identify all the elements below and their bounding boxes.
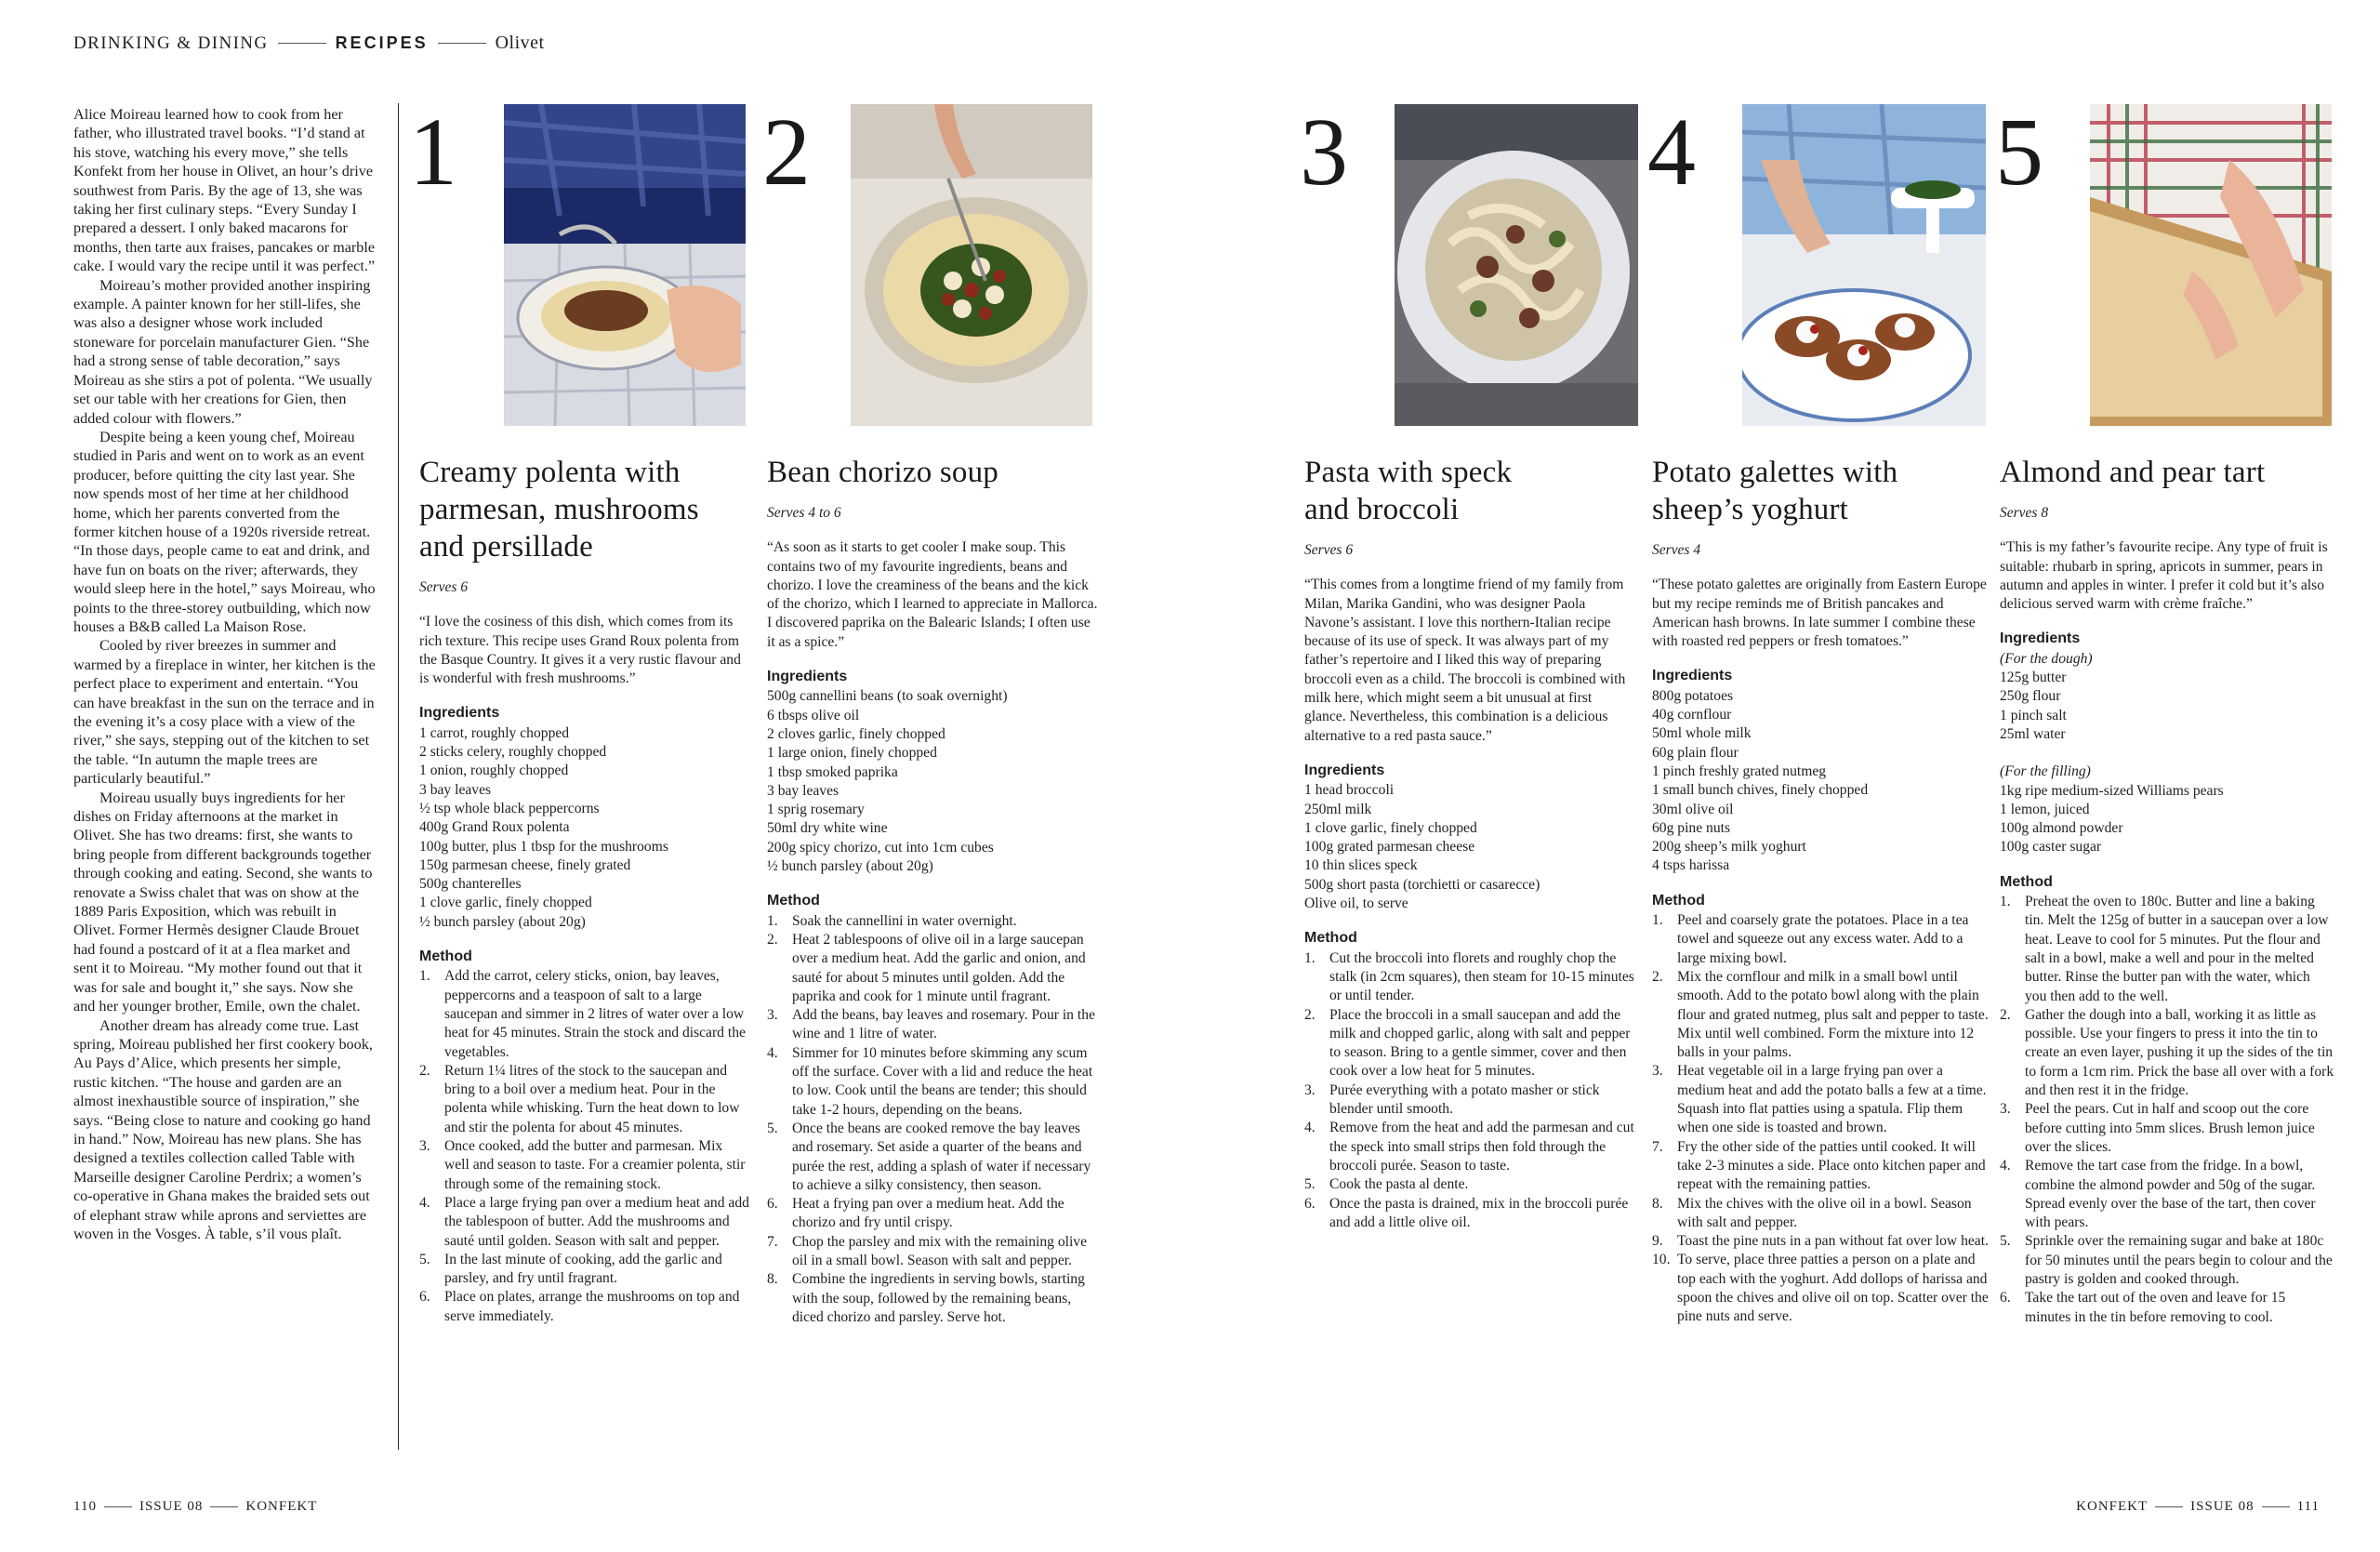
folio-left <box>73 1499 317 1515</box>
serves-label: Serves 6 <box>1304 542 1354 558</box>
recipe-title-line: and persillade <box>419 530 593 564</box>
ingredient: 100g almond powder <box>2000 820 2123 837</box>
step-number: 1. <box>1652 912 1663 929</box>
ingredient: 50ml whole milk <box>1652 725 1752 742</box>
column-divider <box>398 103 399 1450</box>
ingredient: 500g cannellini beans (to soak overnight) <box>767 688 1008 705</box>
recipe-title-line: parmesan, mushrooms <box>419 493 699 526</box>
ingredient: 6 tbsps olive oil <box>767 707 860 723</box>
recipe-title <box>767 454 1098 491</box>
method-step: Once cooked, add the butter and parmesan. Mix well and season to taste. For a creamier polenta, stir through some of the remaining stock. <box>444 1138 746 1192</box>
step-text: Heat vegetable oil in a large frying pan over a medium heat and add the potato balls a few at a time. Squash into flat patties using a spatula. Flip them when one side is toasted and brown. <box>1677 1063 1987 1136</box>
recipe-number: 2 <box>762 99 811 206</box>
ingredients-list <box>419 724 750 932</box>
method-step: Once the beans are cooked remove the bay leaves and rosemary. Set aside a quarter of the beans and purée the rest, adding a splash of water if necessary to achieve a silky consistency, then season. <box>792 1120 1091 1193</box>
serves-label: Serves 8 <box>2000 505 2049 521</box>
ingredient: 1kg ripe medium-sized Williams pears <box>2000 782 2224 799</box>
divider <box>2155 1506 2183 1507</box>
ingredient: 250ml milk <box>1304 801 1372 817</box>
method-step: Place on plates, arrange the mushrooms on top and serve immediately. <box>444 1289 740 1324</box>
ingredient: 2 sticks celery, roughly chopped <box>419 744 607 761</box>
ingredient: 400g Grand Roux polenta <box>419 819 570 836</box>
step-text: Peel and coarsely grate the potatoes. Place in a tea towel and squeeze out any excess water. Add to a large mixing bowl. <box>1677 912 1969 966</box>
issue-label: ISSUE 08 <box>2190 1499 2254 1514</box>
ingredient: 200g sheep’s milk yoghurt <box>1652 839 1806 856</box>
method-step: Purée everything with a potato masher or stick blender until smooth. <box>1329 1081 1600 1118</box>
method-step: Gather the dough into a ball, working it as little as possible. Use your fingers to press it into the tin to create an even layer, pushing it up the sides of the tin to form a 1cm rim. Prick the base all over with a fork and then rest it in the fridge. <box>2025 1006 2334 1099</box>
ingredient: 200g spicy chorizo, cut into 1cm cubes <box>767 839 994 856</box>
method-step: Place a large frying pan over a medium heat and add the tablespoon of butter. Add the mushrooms and sauté until golden. Season with salt and pepper. <box>444 1194 749 1249</box>
ingredient: 4 tsps harissa <box>1652 857 1730 874</box>
recipe-title-line: Bean chorizo soup <box>767 456 998 489</box>
method-step: Chop the parsley and mix with the remaining olive oil in a small bowl. Season with salt and pepper. <box>792 1233 1088 1268</box>
bean-soup-photo <box>851 104 1092 426</box>
ingredient: 10 thin slices speck <box>1304 857 1418 874</box>
ingredient: 500g chanterelles <box>419 876 522 893</box>
ingredient: 1 lemon, juiced <box>2000 801 2090 817</box>
method-step: Cook the pasta al dente. <box>1329 1176 1469 1193</box>
spacer <box>2000 744 2334 763</box>
ingredient: 60g pine nuts <box>1652 819 1731 836</box>
step-number: 3. <box>1652 1063 1663 1080</box>
polenta-photo <box>504 104 746 426</box>
ingredient: 50ml dry white wine <box>767 820 888 837</box>
method-step: Sprinkle over the remaining sugar and bake at 180c for 50 minutes until the pears begin to colour and the pastry is golden and cooked through. <box>2025 1233 2333 1287</box>
recipe-title <box>1304 454 1635 528</box>
intro-paragraph: Moireau usually buys ingredients for her dishes on Friday afternoons at the market in Olivet. She has two dreams: first, she wants to bring people from different backgrounds together through cooking and eating. Second, she wants to renovate a Swiss chalet that was on show at the 1889 Paris Exposition, which was rebuilt in Olivet. Former Hermès designer Claude Brouet had found a postcard of it at a flea market and sent it to Moireau. “My mother found out that it was for sale and bought it,” she says. Now she and her younger brother, Emile, own the chalet. <box>73 789 373 1015</box>
step-number: 10. <box>1652 1252 1671 1268</box>
step-text: Toast the pine nuts in a pan without fat over low heat. <box>1677 1233 1989 1250</box>
step-number: 2. <box>1652 968 1663 985</box>
method-step: Combine the ingredients in serving bowls, starting with the soup, followed by the remaining beans, diced chorizo and parsley. Serve hot. <box>792 1271 1085 1325</box>
ingredient: 60g plain flour <box>1652 744 1739 761</box>
ingredient: 1 tbsp smoked paprika <box>767 763 898 780</box>
method-step: In the last minute of cooking, add the garlic and parsley, and fry until fragrant. <box>444 1251 722 1287</box>
brand-label: KONFEKT <box>245 1499 318 1514</box>
ingredients-list <box>767 687 1098 876</box>
method-step: Peel the pears. Cut in half and scoop out the core before cutting into 5mm slices. Brush lemon juice over the slices. <box>2025 1101 2315 1155</box>
ingredient: 1 pinch freshly grated nutmeg <box>1652 763 1827 779</box>
method-step <box>1652 1251 1989 1326</box>
recipe-quote: “As soon as it starts to get cooler I make soup. This contains two of my favourite ingredients, beans and chorizo. I love the creaminess of the beans and the kick of the chorizo, which I learned to appreciate in Mallorca. I discovered paprika on the Balearic Islands; I often use it as a spice.” <box>767 539 1098 650</box>
recipe-quote: “This is my father’s favourite recipe. Any type of fruit is suitable: rhubarb in spring, apricots in summer, pears in autumn and apples in winter. I prefer it cold but it’s also delicious served warm with crème fraîche.” <box>2000 539 2328 613</box>
method-heading: Method <box>419 948 472 965</box>
step-text: Mix the cornflour and milk in a small bowl until smooth. Add to the potato bowl along with the plain flour and grated nutmeg, plus salt and pepper to taste. Mix until well combined. Form the mixture into 12 balls in your palms. <box>1677 968 1989 1061</box>
ingredients-heading: Ingredients <box>1652 668 1733 684</box>
page-number: 110 <box>73 1499 97 1514</box>
method-step: Take the tart out of the oven and leave for 15 minutes in the tin before removing to cool. <box>2025 1290 2286 1325</box>
recipe-title-line: and broccoli <box>1304 493 1460 526</box>
ingredients-heading: Ingredients <box>2000 630 2081 647</box>
divider <box>210 1506 238 1507</box>
method-step: Add the beans, bay leaves and rosemary. Pour in the wine and 1 litre of water. <box>792 1007 1095 1042</box>
method-step <box>1652 1232 1989 1251</box>
method-step: Soak the cannellini in water overnight. <box>792 912 1017 929</box>
ingredient: ½ bunch parsley (about 20g) <box>767 858 933 875</box>
recipe-2 <box>767 454 1098 1327</box>
ingredient: 1 head broccoli <box>1304 782 1395 799</box>
method-step: Add the carrot, celery sticks, onion, bay leaves, peppercorns and a teaspoon of salt to a large saucepan and simmer in 2 litres of water over a low heat for 45 minutes. Strain the stock and discard the vegetables. <box>444 968 746 1060</box>
intro-paragraph: Despite being a keen young chef, Moireau studied in Paris and went on to work as an event producer, before quitting the city last year. She now spends most of her time at her childhood home, which her parents converted from the former kitchen house of a 1920s riverside retreat. “In those days, people came to eat and drink, and have fun on boats on the river; afterwards, they would sleep here in the hotel,” says Moireau, who points to the three-storey outbuilding, which now houses a B&B called La Maison Rose. <box>73 428 376 635</box>
recipe-1 <box>419 454 750 1326</box>
recipe-title-line: Creamy polenta with <box>419 456 681 489</box>
intro-paragraph: Moireau’s mother provided another inspiring example. A painter known for her still-lifes, she was also a designer whose work included stoneware for porcelain manufacturer Gien. “She had a strong sense of table decoration,” says Moireau as she stirs a pot of polenta. “We usually set our table with her creations for Gien, then added colour with flowers.” <box>73 276 373 427</box>
serves-label: Serves 4 to 6 <box>767 505 841 521</box>
ingredient: 25ml water <box>2000 725 2066 742</box>
ingredient: 500g short pasta (torchietti or casarecce) <box>1304 876 1540 893</box>
step-text: Fry the other side of the patties until cooked. It will take 2-3 minutes a side. Place onto kitchen paper and repeat with the remaining patties. <box>1677 1138 1986 1193</box>
ingredient: 2 cloves garlic, finely chopped <box>767 725 945 742</box>
galettes-photo <box>1742 104 1986 426</box>
method-heading: Method <box>1304 930 1357 947</box>
filling-label: (For the filling) <box>2000 763 2091 780</box>
recipe-number: 3 <box>1300 99 1348 206</box>
ingredient: 1 clove garlic, finely chopped <box>1304 819 1477 836</box>
ingredient: 1 large onion, finely chopped <box>767 745 937 762</box>
brand-label: KONFEKT <box>2076 1499 2149 1514</box>
section-label: DRINKING & DINING <box>73 33 269 53</box>
recipe-title-line: Pasta with speck <box>1304 456 1513 489</box>
method-step <box>1652 911 1989 968</box>
ingredient: 1 onion, roughly chopped <box>419 763 569 779</box>
step-number: 7. <box>1652 1138 1663 1155</box>
recipe-number: 1 <box>409 99 457 206</box>
step-text: To serve, place three patties a person on a plate and top each with the yoghurt. Add dollops of harissa and spoon the chives and olive oil on top. Scatter over the pine nuts and serve. <box>1677 1252 1989 1325</box>
ingredients-heading: Ingredients <box>419 705 500 722</box>
method-step: Return 1¼ litres of the stock to the saucepan and bring to a boil over a medium heat. Pour in the polenta while whisking. Turn the heat down to low and stir the polenta for about 45 minutes. <box>444 1062 740 1135</box>
folio-right <box>2076 1499 2320 1515</box>
serves-label: Serves 4 <box>1652 542 1701 558</box>
page-number: 111 <box>2296 1499 2320 1514</box>
recipe-title-line: Potato galettes with <box>1652 456 1898 489</box>
step-number: 8. <box>1652 1195 1663 1212</box>
ingredient: 3 bay leaves <box>767 782 840 799</box>
ingredient: 100g butter, plus 1 tbsp for the mushrooms <box>419 838 668 855</box>
ingredients-list <box>1652 687 1989 876</box>
divider <box>104 1506 132 1507</box>
masthead <box>73 33 545 54</box>
method-heading: Method <box>2000 873 2053 890</box>
method-list <box>2000 893 2334 1327</box>
ingredient: 250g flour <box>2000 688 2061 705</box>
divider <box>278 43 326 44</box>
method-step: Once the pasta is drained, mix in the broccoli purée and add a little olive oil. <box>1329 1195 1629 1230</box>
recipe-title <box>1652 454 1989 528</box>
method-step <box>1652 1062 1989 1137</box>
ingredient: 1 small bunch chives, finely chopped <box>1652 782 1869 799</box>
method-list <box>1304 949 1635 1232</box>
recipe-quote: “These potato galettes are originally from Eastern Europe but my recipe reminds me of British pancakes and American hash browns. In late summer I combine these with roasted red peppers or fresh tomatoes.” <box>1652 577 1987 650</box>
method-step: Place the broccoli in a small saucepan and add the milk and chopped garlic, along with salt and pepper to season. Bring to a gentle simmer, cover and then cook over a low heat for 5 minutes. <box>1329 1006 1631 1080</box>
recipe-title-line: sheep’s yoghurt <box>1652 493 1849 526</box>
method-step: Remove the tart case from the fridge. In a bowl, combine the almond powder and 50g of the sugar. Spread evenly over the base of the tart, then cover with pears. <box>2025 1158 2316 1231</box>
issue-label: ISSUE 08 <box>139 1499 204 1514</box>
divider <box>2262 1506 2290 1507</box>
method-step: Cut the broccoli into florets and roughly chop the stalk (in 2cm squares), then steam for 10-15 minutes or until tender. <box>1329 949 1634 1004</box>
recipe-5 <box>2000 454 2334 1327</box>
method-list <box>767 912 1098 1328</box>
step-number: 9. <box>1652 1233 1663 1250</box>
method-list <box>1652 911 1989 1327</box>
ingredient: 40g cornflour <box>1652 707 1732 723</box>
method-step <box>1652 1195 1989 1233</box>
ingredients-list <box>1304 781 1635 913</box>
place-label: Olivet <box>495 33 545 53</box>
method-step: Heat a frying pan over a medium heat. Add the chorizo and fry until crispy. <box>792 1196 1064 1231</box>
method-step: Heat 2 tablespoons of olive oil in a large saucepan over a medium heat. Add the garlic and onion, and sauté for about 5 minutes until golden. Add the paprika and cook for 1 minute until fragrant. <box>792 931 1086 1004</box>
ingredient: ½ tsp whole black peppercorns <box>419 800 600 816</box>
ingredient: 1 carrot, roughly chopped <box>419 724 570 741</box>
intro-paragraph: Another dream has already come true. Last spring, Moireau published her first cookery book, Au Pays d’Alice, which presents her simple, rustic kitchen. “The house and garden are an almost inexhaustible source of inspiration,” she says. “Being close to nature and cooking go hand in hand.” Now, Moireau has new plans. She has designed a textiles collection called Table with Marseille designer Caroline Perdrix; a women’s co-operative in Ghana makes the braided sets out of elephant straw while aprons and serviettes are woven in the Vosges. À table, s’il vous plaît. <box>73 1016 373 1242</box>
recipe-4 <box>1652 454 1989 1327</box>
ingredient: 30ml olive oil <box>1652 801 1734 817</box>
subsection-label: RECIPES <box>335 33 429 52</box>
method-step: Preheat the oven to 180c. Butter and line a baking tin. Melt the 125g of butter in a saucepan over a low heat. Leave to cool for 5 minutes. Put the flour and salt in a bowl, make a well and pour in the melted butter. Rinse the butter pan with the water, which you then add to the well. <box>2025 894 2329 1004</box>
ingredient: 100g caster sugar <box>2000 839 2102 856</box>
recipe-quote: “This comes from a longtime friend of my family from Milan, Marika Gandini, who was designer Paola Navone’s assistant. I love this northern-Italian recipe because of its use of speck. It was always part of my father’s repertoire and I liked this way of preparing broccoli even as a child. The broccoli is combined with milk here, which might seem a bit unusual at first glance. Nevertheless, this combination is a delicious alternative to a red pasta sauce.” <box>1304 577 1626 744</box>
method-heading: Method <box>1652 892 1705 909</box>
serves-label: Serves 6 <box>419 579 469 595</box>
ingredient: 125g butter <box>2000 670 2067 686</box>
recipe-number: 5 <box>1995 99 2043 206</box>
recipe-title <box>2000 454 2334 491</box>
recipe-quote: “I love the cosiness of this dish, which comes from its rich texture. This recipe uses Grand Roux polenta from the Basque Country. It gives it a very rustic flavour and is wonderful with fresh mushrooms.” <box>419 614 741 687</box>
ingredient: 100g grated parmesan cheese <box>1304 839 1475 856</box>
ingredient: 800g potatoes <box>1652 687 1734 704</box>
recipe-3 <box>1304 454 1635 1232</box>
tart-photo <box>2090 104 2332 426</box>
intro-paragraph: Alice Moireau learned how to cook from her father, who illustrated travel books. “I’d stand at his stove, watching his every move,” she tells Konfekt from her house in Olivet, an hour’s drive southwest from Paris. By the age of 13, she was taking her first culinary steps. “Every Sunday I prepared a dessert. I only baked macarons for months, then tarte aux fraises, pancakes or marble cake. I would vary the recipe until it was perfect.” <box>73 106 376 275</box>
method-step <box>1652 968 1989 1062</box>
ingredient: Olive oil, to serve <box>1304 895 1408 912</box>
method-step: Remove from the heat and add the parmesan and cut the speck into small strips then fold through the broccoli purée. Season to taste. <box>1329 1120 1634 1174</box>
dough-label: (For the dough) <box>2000 650 2093 667</box>
recipe-number: 4 <box>1647 99 1696 206</box>
method-step <box>1652 1138 1989 1195</box>
divider <box>438 43 486 44</box>
method-step: Simmer for 10 minutes before skimming any scum off the surface. Cover with a lid and reduce the heat to low. Cook until the beans are tender; this should take 1-2 hours, depending on the beans. <box>792 1044 1093 1118</box>
intro-paragraph: Cooled by river breezes in summer and warmed by a fireplace in winter, her kitchen is the perfect place to experiment and entertain. “You can have breakfast in the sun on the terrace and in the evening it’s a cosy place with a view of the river,” she says, stepping out of the kitchen to set the table. “In autumn the maple trees are particularly beautiful.” <box>73 637 376 788</box>
ingredient: 3 bay leaves <box>419 781 492 798</box>
recipe-title-line: Almond and pear tart <box>2000 456 2266 489</box>
recipe-title <box>419 454 750 565</box>
ingredients-list <box>2000 650 2334 857</box>
method-list <box>419 967 750 1326</box>
method-heading: Method <box>767 893 820 909</box>
ingredients-heading: Ingredients <box>767 669 848 685</box>
ingredient: 1 clove garlic, finely chopped <box>419 895 592 911</box>
ingredient: 1 sprig rosemary <box>767 802 865 818</box>
step-text: Mix the chives with the olive oil in a bowl. Season with salt and pepper. <box>1677 1195 1972 1230</box>
intro-article <box>73 105 376 1243</box>
ingredients-heading: Ingredients <box>1304 762 1385 778</box>
ingredient: 1 pinch salt <box>2000 707 2067 723</box>
ingredient: ½ bunch parsley (about 20g) <box>419 913 586 930</box>
ingredient: 150g parmesan cheese, finely grated <box>419 856 631 873</box>
pasta-photo <box>1395 104 1638 426</box>
